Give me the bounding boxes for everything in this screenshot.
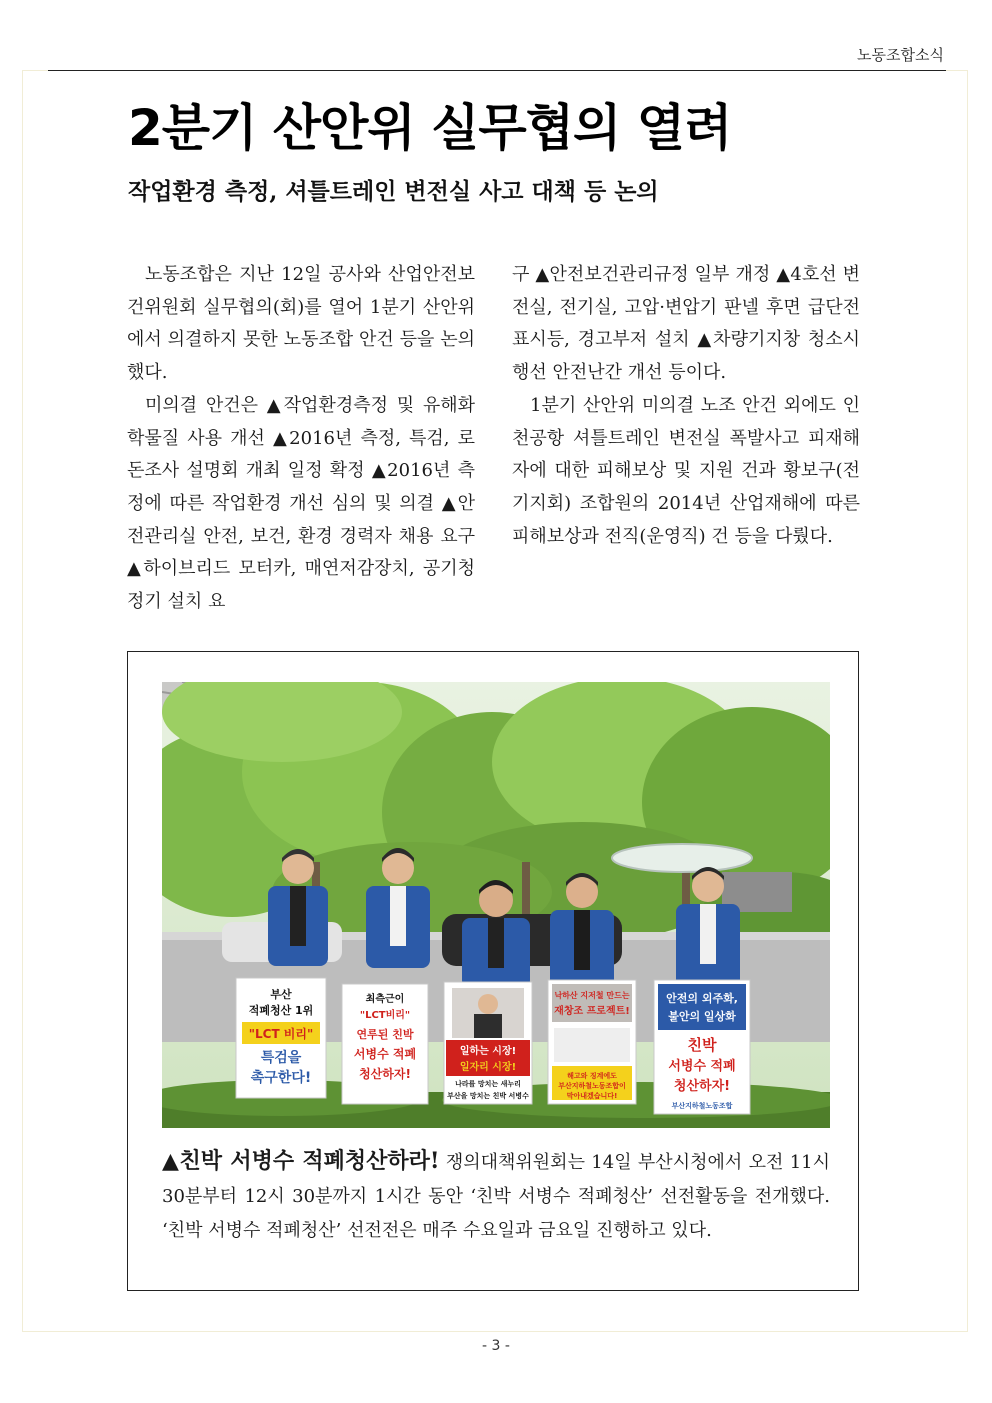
protest-sign-3 bbox=[444, 982, 532, 1104]
section-label: 노동조합소식 bbox=[857, 46, 944, 64]
svg-text:부산지하철노동조합: 부산지하철노동조합 bbox=[671, 1102, 733, 1110]
svg-text:청산하자!: 청산하자! bbox=[359, 1067, 411, 1081]
svg-text:일하는 시장!: 일하는 시장! bbox=[459, 1046, 517, 1057]
caption-headline: ▲친박 서병수 적폐청산하라! bbox=[162, 1148, 440, 1174]
svg-text:친박: 친박 bbox=[687, 1036, 717, 1054]
svg-text:청산하자!: 청산하자! bbox=[673, 1079, 731, 1094]
paragraph: 구 ▲안전보건관리규정 일부 개정 ▲4호선 변전실, 전기실, 고압·변압기 판넬 후면 급단전표시등, 경고부저 설치 ▲차량기지창 청소시행선 안전난간 개선 등이다. bbox=[512, 264, 860, 384]
svg-text:최측근이: 최측근이 bbox=[365, 994, 405, 1005]
paragraph: 1분기 산안위 미의결 노조 안건 외에도 인천공항 셔틀트레인 변전실 폭발사고 피재해자에 대한 피해보상 및 지원 건과 황보구(전기지회) 조합원의 2014년 산업재해에 따른 피해보상과 전직(운영직) 건 등을 다뤘다. bbox=[512, 394, 860, 547]
svg-text:막아내겠습니다!: 막아내겠습니다! bbox=[566, 1092, 618, 1100]
article-column-right bbox=[512, 259, 860, 553]
svg-text:연루된 친박: 연루된 친박 bbox=[356, 1028, 414, 1041]
article-column-left bbox=[127, 259, 475, 619]
caption-body: 쟁의대책위원회는 14일 부산시청에서 오전 11시 30분부터 12시 30분까지 1시간 동안 ‘친박 서병수 적폐청산’ 선전활동을 전개했다. ‘친박 서병수 적폐청산’ 선전전은 매주 수요일과 금요일 진행하고 있다. bbox=[162, 1152, 830, 1241]
svg-text:서병수 적폐: 서병수 적폐 bbox=[353, 1047, 417, 1061]
protest-sign-5 bbox=[654, 980, 750, 1114]
svg-text:부산: 부산 bbox=[270, 988, 292, 1001]
protest-photo-illustration bbox=[162, 682, 830, 1128]
svg-text:특검을: 특검을 bbox=[260, 1050, 302, 1066]
protest-photo bbox=[162, 682, 830, 1128]
svg-text:안전의 외주화,: 안전의 외주화, bbox=[666, 992, 738, 1005]
svg-text:적폐청산 1위: 적폐청산 1위 bbox=[248, 1004, 314, 1017]
photo-caption bbox=[162, 1144, 830, 1248]
svg-text:"LCT 비리": "LCT 비리" bbox=[248, 1027, 314, 1041]
page-number: - 3 - bbox=[482, 1338, 510, 1354]
article-subtitle: 작업환경 측정, 셔틀트레인 변전실 사고 대책 등 논의 bbox=[128, 178, 659, 205]
svg-text:부산지하철노동조합이: 부산지하철노동조합이 bbox=[558, 1082, 626, 1090]
svg-text:"LCT비리": "LCT비리" bbox=[359, 1010, 411, 1021]
svg-text:재창조 프로젝트!: 재창조 프로젝트! bbox=[554, 1006, 630, 1017]
svg-text:불안의 일상화: 불안의 일상화 bbox=[668, 1010, 736, 1023]
protest-sign-2 bbox=[342, 984, 428, 1104]
svg-text:일자리 시장!: 일자리 시장! bbox=[459, 1062, 517, 1073]
svg-text:부산을 망치는 친박 서병수: 부산을 망치는 친박 서병수 bbox=[447, 1092, 529, 1100]
svg-text:촉구한다!: 촉구한다! bbox=[250, 1070, 312, 1086]
svg-text:낙하산 지저철 만드는: 낙하산 지저철 만드는 bbox=[554, 991, 630, 1000]
svg-text:나라를 망치는 새누리: 나라를 망치는 새누리 bbox=[455, 1080, 521, 1088]
paragraph: 노동조합은 지난 12일 공사와 산업안전보건위원회 실무협의(회)를 열어 1분기 산안위에서 의결하지 못한 노동조합 안건 등을 논의했다. bbox=[127, 264, 475, 384]
svg-text:해고와 징계에도: 해고와 징계에도 bbox=[567, 1072, 617, 1080]
header-rule bbox=[48, 70, 946, 71]
protest-sign-1 bbox=[236, 978, 326, 1098]
paragraph: 미의결 안건은 ▲작업환경측정 및 유해화학물질 사용 개선 ▲2016년 측정, 특검, 로돈조사 설명회 개최 일정 확정 ▲2016년 측정에 따른 작업환경 개선 심의 및 의결 ▲안전관리실 안전, 보건, 환경 경력자 채용 요구 ▲하이브리드 모터카, 매연저감장치, 공기청정기 설치 요 bbox=[127, 394, 475, 613]
protest-sign-4 bbox=[548, 980, 636, 1104]
article-title: 2분기 산안위 실무협의 열려 bbox=[128, 99, 732, 157]
svg-text:서병수 적폐: 서병수 적폐 bbox=[668, 1059, 736, 1074]
photo-box bbox=[127, 651, 859, 1291]
